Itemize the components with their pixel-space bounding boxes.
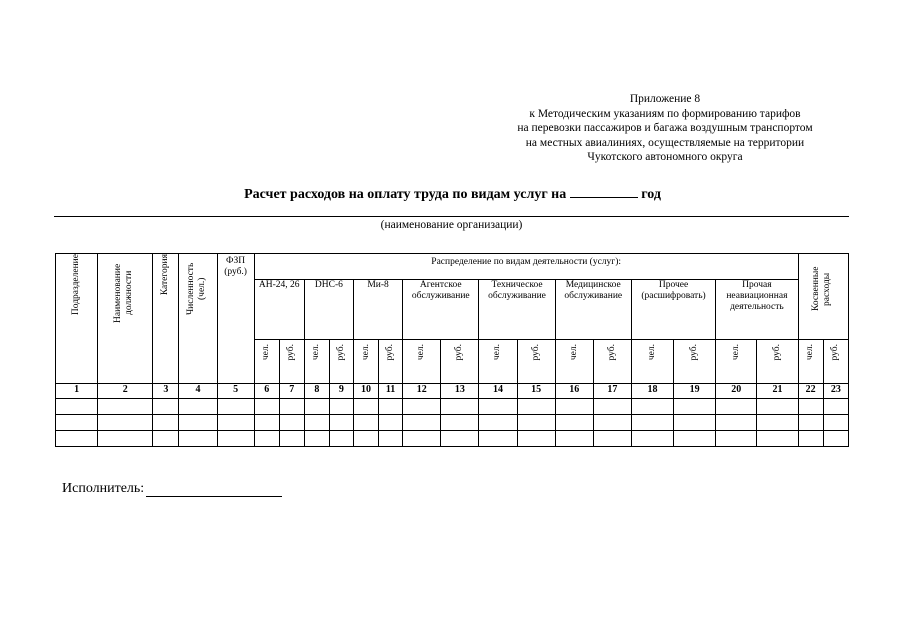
table-cell[interactable] xyxy=(716,415,757,431)
column-number: 5 xyxy=(217,384,254,399)
header-category: Категория xyxy=(153,254,179,384)
column-number: 17 xyxy=(593,384,631,399)
sub-rub: руб. xyxy=(757,340,798,384)
column-number-row xyxy=(56,384,849,399)
table-cell[interactable] xyxy=(153,399,179,415)
sub-people: чел. xyxy=(254,340,279,384)
table-cell[interactable] xyxy=(555,415,593,431)
table-cell[interactable] xyxy=(555,399,593,415)
table-cell[interactable] xyxy=(98,431,153,447)
table-cell[interactable] xyxy=(217,431,254,447)
table-cell[interactable] xyxy=(56,399,98,415)
document-title xyxy=(0,185,905,203)
column-number: 2 xyxy=(98,384,153,399)
executor-signature-line[interactable] xyxy=(146,482,282,497)
header-distribution: Распределение по видам деятельности (услуг): xyxy=(254,254,798,280)
header-indirect: Косвенные расходы xyxy=(798,254,848,340)
column-number: 20 xyxy=(716,384,757,399)
table-cell[interactable] xyxy=(674,431,716,447)
table-cell[interactable] xyxy=(479,399,517,415)
column-number: 9 xyxy=(329,384,353,399)
table-cell[interactable] xyxy=(403,399,441,415)
column-number: 16 xyxy=(555,384,593,399)
activity-dhc6: DHC-6 xyxy=(304,280,353,340)
table-cell[interactable] xyxy=(674,415,716,431)
table-cell[interactable] xyxy=(279,415,304,431)
sub-rub: руб. xyxy=(674,340,716,384)
appendix-note xyxy=(440,92,890,165)
table-cell[interactable] xyxy=(798,415,823,431)
column-number: 23 xyxy=(823,384,848,399)
table-cell[interactable] xyxy=(353,415,378,431)
table-cell[interactable] xyxy=(353,399,378,415)
table-cell[interactable] xyxy=(593,415,631,431)
column-number: 14 xyxy=(479,384,517,399)
table-row[interactable] xyxy=(56,415,849,431)
activity-medical: Медицинское обслуживание xyxy=(555,280,631,340)
appendix-line: Чукотского автономного округа xyxy=(587,151,743,163)
table-cell[interactable] xyxy=(823,415,848,431)
column-number: 13 xyxy=(441,384,479,399)
column-number: 18 xyxy=(631,384,673,399)
sub-people: чел. xyxy=(798,340,823,384)
activity-nonaviation: Прочая неавиационная деятельность xyxy=(716,280,798,340)
table-cell[interactable] xyxy=(441,415,479,431)
table-cell[interactable] xyxy=(823,399,848,415)
table-cell[interactable] xyxy=(517,431,555,447)
table-cell[interactable] xyxy=(757,415,798,431)
table-row[interactable] xyxy=(56,431,849,447)
header-subdivision: Подразделение xyxy=(56,254,98,384)
appendix-line: к Методическим указаниям по формированию тарифов xyxy=(529,107,801,120)
payroll-table xyxy=(55,253,849,447)
sub-rub: руб. xyxy=(279,340,304,384)
title-year-word: год xyxy=(641,187,661,202)
table-cell[interactable] xyxy=(379,415,403,431)
activity-agency: Агентское обслуживание xyxy=(403,280,479,340)
table-cell[interactable] xyxy=(217,399,254,415)
table-cell[interactable] xyxy=(56,431,98,447)
table-cell[interactable] xyxy=(179,415,217,431)
sub-people: чел. xyxy=(353,340,378,384)
column-number: 4 xyxy=(179,384,217,399)
sub-people: чел. xyxy=(403,340,441,384)
column-number: 10 xyxy=(353,384,378,399)
table-cell[interactable] xyxy=(279,431,304,447)
table-cell[interactable] xyxy=(304,415,329,431)
header-headcount: Численность (чел.) xyxy=(179,254,217,384)
table-cell[interactable] xyxy=(798,431,823,447)
table-cell[interactable] xyxy=(517,399,555,415)
table-cell[interactable] xyxy=(441,399,479,415)
sub-rub: руб. xyxy=(441,340,479,384)
table-cell[interactable] xyxy=(757,431,798,447)
sub-people: чел. xyxy=(631,340,673,384)
executor-label: Исполнитель: xyxy=(62,481,145,496)
organization-name-line[interactable] xyxy=(54,216,849,217)
year-blank-field[interactable] xyxy=(570,185,638,198)
column-number: 8 xyxy=(304,384,329,399)
table-cell[interactable] xyxy=(179,399,217,415)
activity-other: Прочее (расшифровать) xyxy=(631,280,715,340)
table-cell[interactable] xyxy=(593,431,631,447)
sub-rub: руб. xyxy=(329,340,353,384)
table-cell[interactable] xyxy=(379,399,403,415)
column-number: 6 xyxy=(254,384,279,399)
column-number: 21 xyxy=(757,384,798,399)
column-number: 19 xyxy=(674,384,716,399)
table-cell[interactable] xyxy=(329,399,353,415)
table-cell[interactable] xyxy=(403,415,441,431)
table-cell[interactable] xyxy=(716,431,757,447)
table-cell[interactable] xyxy=(441,431,479,447)
column-number: 11 xyxy=(379,384,403,399)
table-cell[interactable] xyxy=(631,415,673,431)
table-cell[interactable] xyxy=(631,431,673,447)
table-cell[interactable] xyxy=(56,415,98,431)
table-cell[interactable] xyxy=(403,431,441,447)
table-cell[interactable] xyxy=(555,431,593,447)
activity-technical: Техническое обслуживание xyxy=(479,280,555,340)
table-cell[interactable] xyxy=(329,431,353,447)
table-cell[interactable] xyxy=(593,399,631,415)
table-cell[interactable] xyxy=(304,431,329,447)
table-cell[interactable] xyxy=(254,415,279,431)
sub-rub: руб. xyxy=(517,340,555,384)
table-cell[interactable] xyxy=(254,399,279,415)
table-cell[interactable] xyxy=(153,431,179,447)
table-cell[interactable] xyxy=(379,431,403,447)
table-cell[interactable] xyxy=(798,399,823,415)
table-cell[interactable] xyxy=(179,431,217,447)
column-number: 12 xyxy=(403,384,441,399)
activity-an24: АН-24, 26 xyxy=(254,280,304,340)
table-cell[interactable] xyxy=(98,399,153,415)
column-number: 22 xyxy=(798,384,823,399)
table-cell[interactable] xyxy=(674,399,716,415)
table-cell[interactable] xyxy=(217,415,254,431)
table-cell[interactable] xyxy=(823,431,848,447)
table-cell[interactable] xyxy=(98,415,153,431)
sub-rub: руб. xyxy=(593,340,631,384)
column-number: 3 xyxy=(153,384,179,399)
table-cell[interactable] xyxy=(304,399,329,415)
table-cell[interactable] xyxy=(517,415,555,431)
header-fzp: ФЗП (руб.) xyxy=(217,254,254,384)
table-cell[interactable] xyxy=(716,399,757,415)
appendix-line: на перевозки пассажиров и багажа воздушным транспортом xyxy=(517,122,813,134)
table-cell[interactable] xyxy=(329,415,353,431)
column-number: 1 xyxy=(56,384,98,399)
sub-people: чел. xyxy=(304,340,329,384)
column-number: 7 xyxy=(279,384,304,399)
header-position: Наименование должности xyxy=(98,254,153,384)
table-cell[interactable] xyxy=(479,431,517,447)
sub-people: чел. xyxy=(479,340,517,384)
table-cell[interactable] xyxy=(631,399,673,415)
table-cell[interactable] xyxy=(279,399,304,415)
organization-caption: (наименование организации) xyxy=(380,219,523,231)
column-number: 15 xyxy=(517,384,555,399)
appendix-line: на местных авиалиниях, осуществляемые на территории xyxy=(525,136,805,149)
executor-block xyxy=(62,481,282,497)
sub-people: чел. xyxy=(716,340,757,384)
table-cell[interactable] xyxy=(353,431,378,447)
activity-mi8: Ми-8 xyxy=(353,280,402,340)
sub-rub: руб. xyxy=(379,340,403,384)
table-cell[interactable] xyxy=(757,399,798,415)
table-row[interactable] xyxy=(56,399,849,415)
appendix-line: Приложение 8 xyxy=(629,93,701,105)
sub-rub: руб. xyxy=(823,340,848,384)
table-cell[interactable] xyxy=(254,431,279,447)
table-cell[interactable] xyxy=(479,415,517,431)
sub-people: чел. xyxy=(555,340,593,384)
table-cell[interactable] xyxy=(153,415,179,431)
title-text: Расчет расходов на оплату труда по видам услуг на xyxy=(244,187,567,202)
